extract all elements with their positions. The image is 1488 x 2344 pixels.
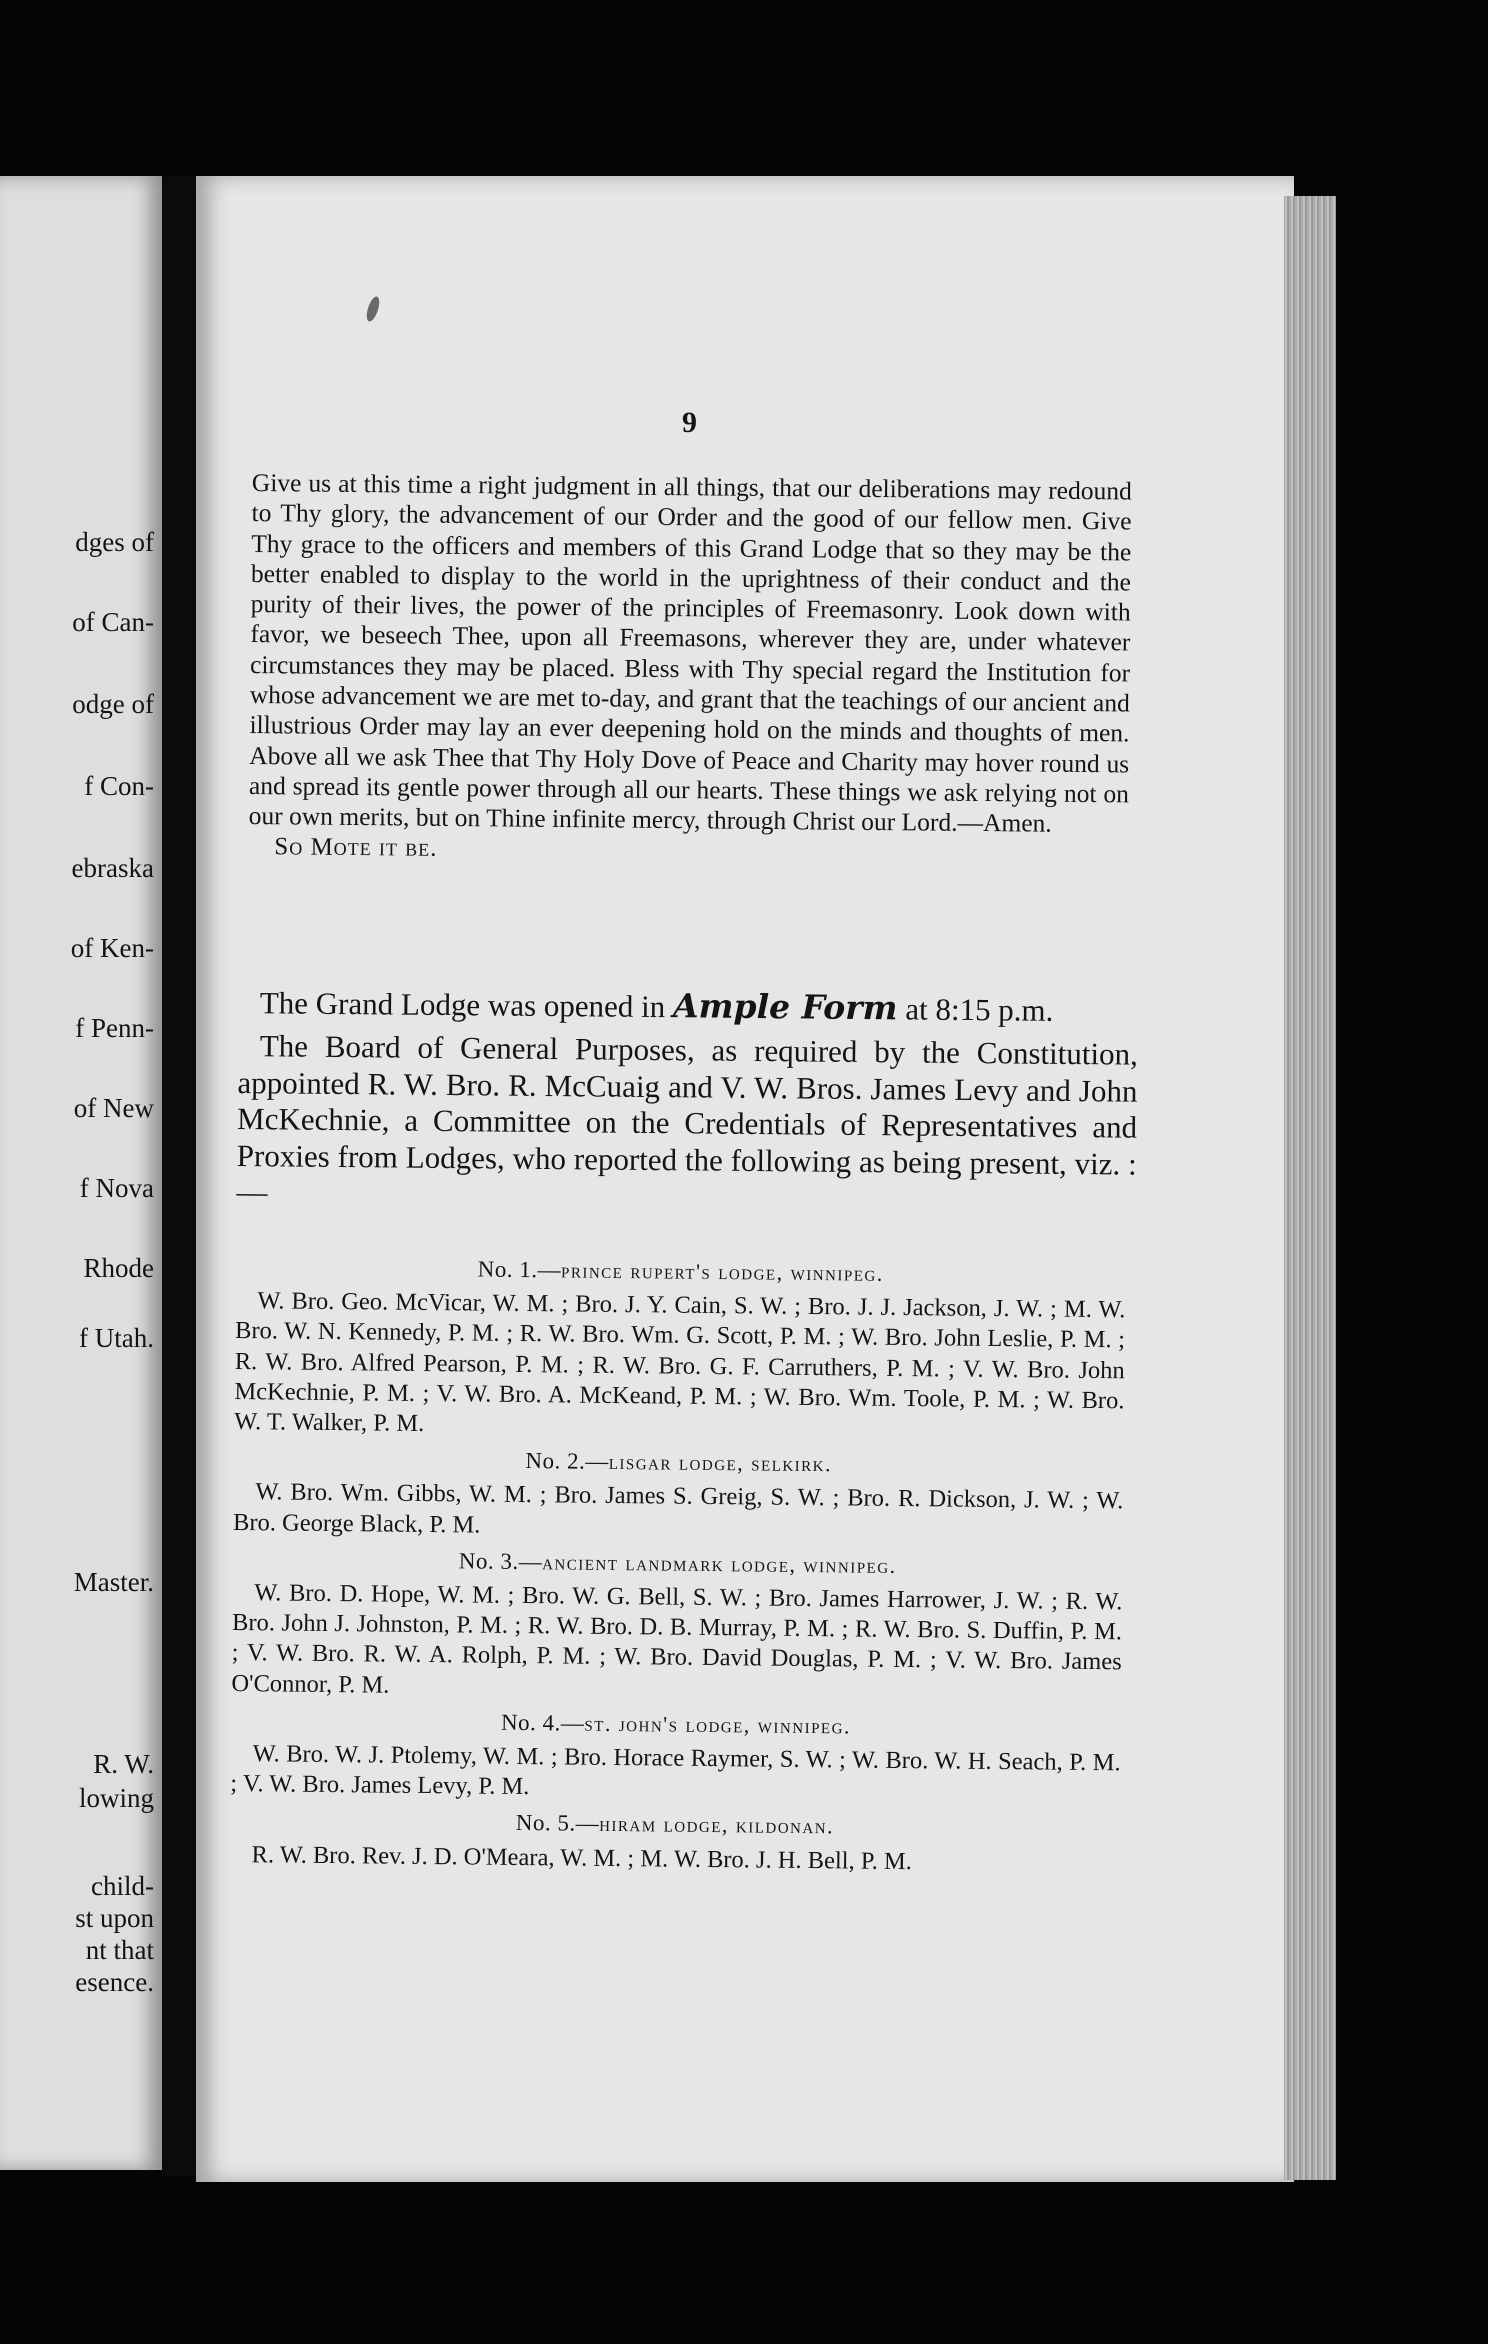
left-fragment: st upon: [75, 1903, 154, 1933]
lodge-heading: [233, 1544, 1123, 1584]
lodge-members: W. Bro. Wm. Gibbs, W. M. ; Bro. James S. Greig, S. W. ; Bro. R. Dickson, J. W. ; W. Bro. George Black, P. M.: [232, 1478, 1124, 1539]
left-fragment: f Nova: [79, 1173, 154, 1203]
lodge-number: No. 5.—: [515, 1810, 600, 1837]
left-fragment: ebraska: [71, 853, 154, 883]
lodge-heading: [234, 1443, 1124, 1483]
left-fragment: Master.: [73, 1567, 154, 1597]
left-fragment: of Ken-: [70, 933, 154, 963]
lodge-number: No. 2.—: [525, 1448, 609, 1475]
book-spine: [162, 176, 196, 2176]
lodge-members: W. Bro. W. J. Ptolemy, W. M. ; Bro. Horace Raymer, S. W. ; W. Bro. W. H. Seach, P. M. ; V. W. Bro. James Levy, P. M.: [230, 1740, 1121, 1801]
lodge-name: prince rupert's lodge, winnipeg.: [560, 1257, 884, 1286]
lodge-list: [229, 1246, 1125, 1879]
left-fragment: child-: [91, 1871, 154, 1901]
opening-statement: [238, 984, 1160, 1030]
lodge-name: st. john's lodge, winnipeg.: [584, 1710, 852, 1739]
page-edges: [1284, 196, 1336, 2180]
prayer-response: So Mote it be.: [274, 832, 438, 862]
lodge-number: No. 1.—: [477, 1256, 562, 1283]
lodge-name: lisgar lodge, selkirk.: [608, 1449, 833, 1477]
left-page: [0, 176, 162, 2170]
left-fragment: odge of: [72, 689, 154, 719]
lodge-heading: [231, 1705, 1121, 1745]
left-fragment: of Can-: [72, 607, 154, 637]
left-fragment: nt that: [85, 1935, 154, 1965]
lodge-members: R. W. Bro. Rev. J. D. O'Meara, W. M. ; M. W. Bro. J. H. Bell, P. M.: [251, 1840, 913, 1875]
lodge-members: W. Bro. Geo. McVicar, W. M. ; Bro. J. Y. Cain, S. W. ; Bro. J. J. Jackson, J. W. ; M. W. Bro. W. N. Kennedy, P. M. ; R. W. Bro. Wm. G. Scott, P. M. ; W. Bro. John Leslie, P. M. ; R. W. Bro. Alfred Pearson, P. M. ; R. W. Bro. G. F. Carruthers, P. M. ; V. W. Bro. John McKechnie, P. M. ; V. W. Bro. A. McKeand, P. M. ; W. Bro. Wm. Toole, P. M. ; W. Bro. W. T. Walker, P. M.: [234, 1287, 1126, 1437]
right-page: [196, 176, 1294, 2182]
opening-after: at 8:15 p.m.: [905, 991, 1054, 1028]
lodge-name: hiram lodge, kildonan.: [599, 1811, 835, 1839]
left-fragment: lowing: [78, 1783, 154, 1813]
left-fragment: Rhode: [83, 1253, 154, 1283]
ample-form: Ample Form: [672, 986, 898, 1028]
left-fragment: f Utah.: [79, 1323, 154, 1353]
lodge-members: W. Bro. D. Hope, W. M. ; Bro. W. G. Bell, S. W. ; Bro. James Harrower, J. W. ; R. W. Bro. John J. Johnston, P. M. ; R. W. Bro. D. B. Murray, P. M. ; R. W. Bro. S. Duffin, P. M. ; V. W. Bro. R. W. A. Rolph, P. M. ; W. Bro. David Douglas, P. M. ; V. W. Bro. James O'Connor, P. M.: [231, 1579, 1123, 1699]
left-fragment: of New: [73, 1093, 154, 1123]
prayer-paragraph: [248, 468, 1132, 870]
prayer-text: Give us at this time a right judgment in all things, that our deliberations may redound to Thy glory, the advancement of our Order and the good of our fellow men. Give Thy grace to the officers and members of this Grand Lodge that so they may be the better enabled to display to the world in the uprightness of their conduct and the purity of their lives, the power of the principles of Freemasonry. Look down with favor, we beseech Thee, upon all Freemasons, wherever they are, under whatever circumstances they may be placed. Bless with Thy special regard the Institution for whose advancement we are met to-day, and grant that the teachings of our ancient and illustrious Order may lay an ever deepening hold on the minds and thoughts of men. Above all we ask Thee that Thy Holy Dove of Peace and Charity may hover round us and spread its gentle power through all our hearts. These things we ask relying not on our own merits, but on Thine infinite mercy, through Christ our Lord.—Amen.: [248, 468, 1132, 838]
board-paragraph: The Board of General Purposes, as required by the Constitution, appointed R. W. Bro. R. McCuaig and V. W. Bros. James Levy and John McKechnie, a Committee on the Credentials of Representatives and Proxies from Lodges, who reported the following as being present, viz. :—: [236, 1028, 1138, 1210]
ink-smudge: [364, 295, 382, 323]
opening-before: The Grand Lodge was opened in: [259, 985, 666, 1025]
left-fragment: f Penn-: [75, 1013, 154, 1043]
lodge-number: No. 3.—: [458, 1548, 543, 1575]
lodge-name: ancient landmark lodge, winnipeg.: [542, 1549, 897, 1578]
page-number: 9: [682, 406, 697, 439]
lodge-heading: [230, 1805, 1120, 1845]
left-fragment: esence.: [75, 1967, 154, 1997]
lodge-number: No. 4.—: [500, 1709, 585, 1736]
left-fragment: dges of: [75, 527, 154, 557]
lodge-heading: [236, 1252, 1126, 1292]
left-fragment: f Con-: [84, 771, 154, 801]
left-fragment: R. W.: [93, 1749, 154, 1779]
